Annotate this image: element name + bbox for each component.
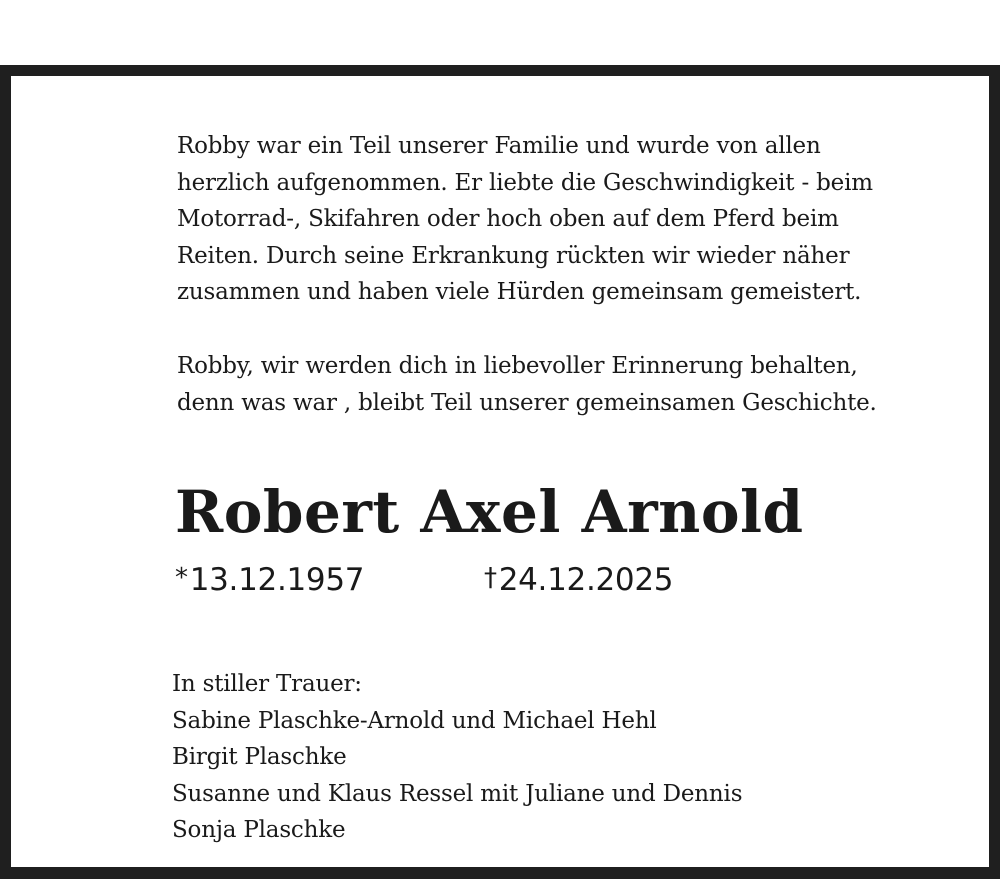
deceased-name: Robert Axel Arnold [175,478,804,546]
mourners-heading: In stiller Trauer: [172,671,362,697]
farewell-line: Robby, wir werden dich in liebevoller Erinnerung behalten, [177,353,858,379]
tribute-paragraph [177,128,873,311]
death-date-value: 24.12.2025 [498,562,674,598]
mourners-list [172,666,742,849]
mourner-entry: Sabine Plaschke-Arnold und Michael Hehl [172,707,657,734]
tribute-line: herzlich aufgenommen. Er liebte die Geschwindigkeit - beim [177,169,873,196]
farewell-line: denn was war , bleibt Teil unserer gemeinsamen Geschichte. [177,389,877,416]
birth-date [175,562,364,598]
farewell-paragraph [177,348,877,421]
tribute-line: Motorrad-, Skifahren oder hoch oben auf dem Pferd beim [177,206,839,232]
death-cross-icon: † [484,563,497,593]
mourner-entry: Susanne und Klaus Ressel mit Juliane und Dennis [172,780,743,807]
birth-date-value: 13.12.1957 [189,562,365,598]
death-date [484,562,673,598]
mourner-entry: Birgit Plaschke [172,744,347,770]
tribute-line: Reiten. Durch seine Erkrankung rückten wir wieder näher [177,242,850,269]
tribute-line: Robby war ein Teil unserer Familie und wurde von allen [177,133,821,159]
mourner-entry: Sonja Plaschke [172,817,346,843]
birth-star-icon: * [175,563,188,593]
tribute-line: zusammen und haben viele Hürden gemeinsam gemeistert. [177,279,862,305]
